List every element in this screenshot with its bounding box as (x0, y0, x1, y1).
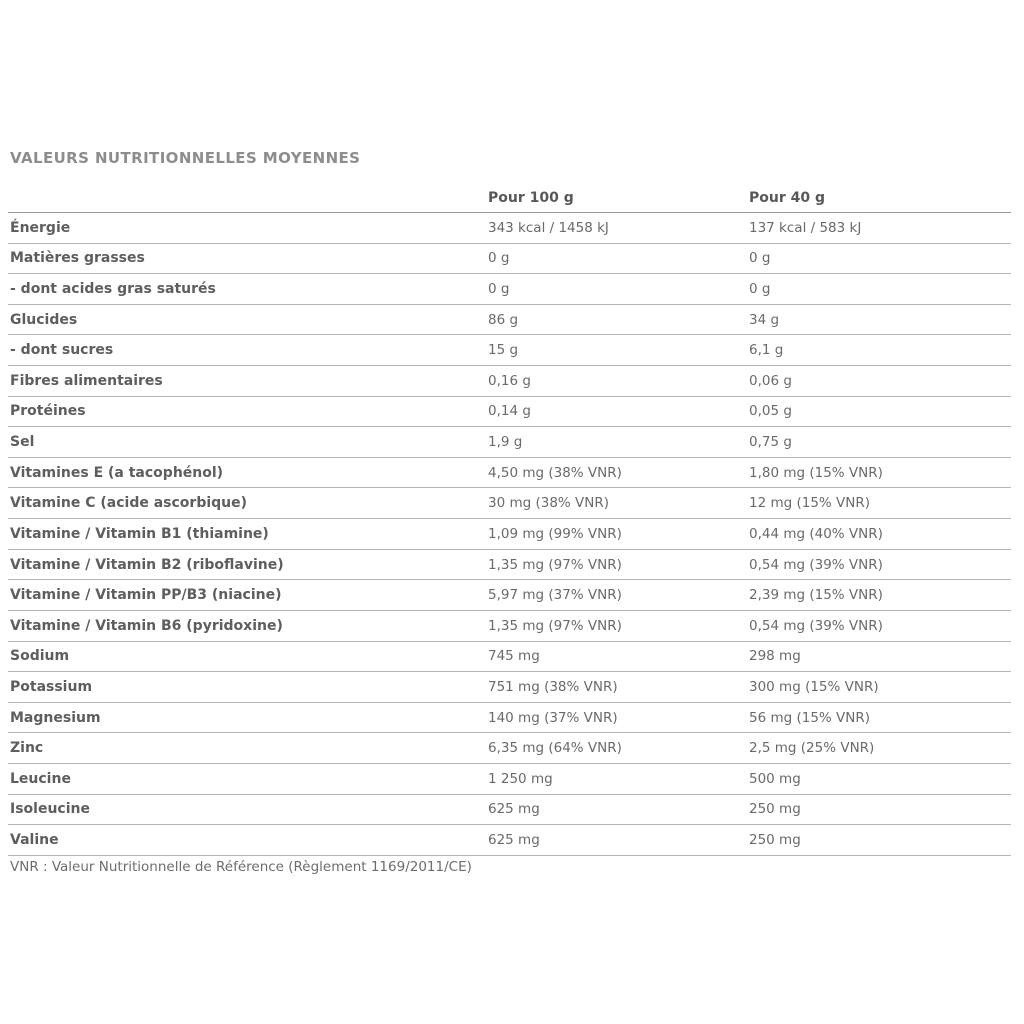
table-row (8, 795, 1011, 826)
value-per-40g: 250 mg (749, 801, 801, 818)
value-per-100g: 1,35 mg (97% VNR) (488, 617, 622, 634)
value-per-40g: 300 mg (15% VNR) (749, 678, 879, 695)
table-body (8, 213, 1011, 856)
value-per-100g: 1,35 mg (97% VNR) (488, 556, 622, 573)
nutrition-table (8, 183, 1011, 856)
table-row (8, 642, 1011, 673)
row-label: Vitamine C (acide ascorbique) (10, 495, 248, 512)
value-per-100g: 6,35 mg (64% VNR) (488, 740, 622, 757)
value-per-40g: 6,1 g (749, 342, 784, 359)
table-row (8, 580, 1011, 611)
table-row (8, 550, 1011, 581)
row-label: - dont acides gras saturés (10, 281, 216, 298)
table-row (8, 335, 1011, 366)
value-per-100g: 745 mg (488, 648, 540, 665)
row-label: Zinc (10, 740, 44, 757)
value-per-40g: 34 g (749, 311, 780, 328)
value-per-100g: 15 g (488, 342, 519, 359)
table-row (8, 305, 1011, 336)
value-per-100g: 0,16 g (488, 372, 531, 389)
row-label: Vitamine / Vitamin B1 (thiamine) (10, 525, 269, 542)
value-per-40g: 0 g (749, 281, 771, 298)
row-label: Sel (10, 434, 35, 451)
value-per-40g: 0,54 mg (39% VNR) (749, 617, 883, 634)
value-per-100g: 343 kcal / 1458 kJ (488, 219, 609, 236)
value-per-40g: 2,5 mg (25% VNR) (749, 740, 875, 757)
value-per-100g: 30 mg (38% VNR) (488, 495, 610, 512)
row-label: Valine (10, 831, 59, 848)
row-label: Isoleucine (10, 801, 90, 818)
row-label: Protéines (10, 403, 86, 420)
value-per-100g: 0 g (488, 250, 510, 267)
value-per-40g: 0,75 g (749, 434, 792, 451)
value-per-40g: 0 g (749, 250, 771, 267)
value-per-100g: 86 g (488, 311, 519, 328)
table-row (8, 274, 1011, 305)
value-per-40g: 250 mg (749, 831, 801, 848)
value-per-40g: 137 kcal / 583 kJ (749, 219, 862, 236)
table-row (8, 703, 1011, 734)
value-per-100g: 1,09 mg (99% VNR) (488, 525, 622, 542)
row-label: Vitamine / Vitamin PP/B3 (niacine) (10, 587, 282, 604)
row-label: - dont sucres (10, 342, 114, 359)
row-label: Glucides (10, 311, 78, 328)
column-header-per-100g: Pour 100 g (488, 189, 574, 206)
table-row (8, 397, 1011, 428)
row-label: Vitamine / Vitamin B2 (riboflavine) (10, 556, 284, 573)
value-per-100g: 140 mg (37% VNR) (488, 709, 618, 726)
table-row (8, 611, 1011, 642)
table-header (8, 183, 1011, 213)
value-per-100g: 625 mg (488, 801, 540, 818)
value-per-100g: 0,14 g (488, 403, 531, 420)
row-label: Leucine (10, 770, 71, 787)
value-per-100g: 0 g (488, 281, 510, 298)
value-per-40g: 0,06 g (749, 372, 792, 389)
value-per-40g: 0,44 mg (40% VNR) (749, 525, 883, 542)
row-label: Magnesium (10, 709, 101, 726)
row-label: Vitamine / Vitamin B6 (pyridoxine) (10, 617, 283, 634)
table-row (8, 213, 1011, 244)
value-per-40g: 0,05 g (749, 403, 792, 420)
table-row (8, 244, 1011, 275)
page-title: VALEURS NUTRITIONNELLES MOYENNES (10, 149, 361, 167)
table-row (8, 519, 1011, 550)
value-per-40g: 2,39 mg (15% VNR) (749, 587, 883, 604)
row-label: Sodium (10, 648, 70, 665)
value-per-40g: 56 mg (15% VNR) (749, 709, 871, 726)
table-row (8, 672, 1011, 703)
value-per-40g: 1,80 mg (15% VNR) (749, 464, 883, 481)
row-label: Fibres alimentaires (10, 372, 163, 389)
value-per-100g: 751 mg (38% VNR) (488, 678, 618, 695)
table-row (8, 458, 1011, 489)
value-per-100g: 5,97 mg (37% VNR) (488, 587, 622, 604)
value-per-40g: 500 mg (749, 770, 801, 787)
table-row (8, 764, 1011, 795)
footnote: VNR : Valeur Nutritionnelle de Référence (Règlement 1169/2011/CE) (10, 859, 472, 875)
value-per-40g: 0,54 mg (39% VNR) (749, 556, 883, 573)
row-label: Matières grasses (10, 250, 145, 267)
value-per-100g: 1,9 g (488, 434, 523, 451)
row-label: Énergie (10, 219, 71, 236)
row-label: Vitamines E (a tacophénol) (10, 464, 224, 481)
value-per-40g: 298 mg (749, 648, 801, 665)
table-row (8, 427, 1011, 458)
value-per-40g: 12 mg (15% VNR) (749, 495, 871, 512)
row-label: Potassium (10, 678, 93, 695)
table-row (8, 366, 1011, 397)
table-row (8, 733, 1011, 764)
column-header-per-40g: Pour 40 g (749, 189, 826, 206)
value-per-100g: 4,50 mg (38% VNR) (488, 464, 622, 481)
value-per-100g: 625 mg (488, 831, 540, 848)
value-per-100g: 1 250 mg (488, 770, 553, 787)
table-row (8, 488, 1011, 519)
table-row (8, 825, 1011, 856)
